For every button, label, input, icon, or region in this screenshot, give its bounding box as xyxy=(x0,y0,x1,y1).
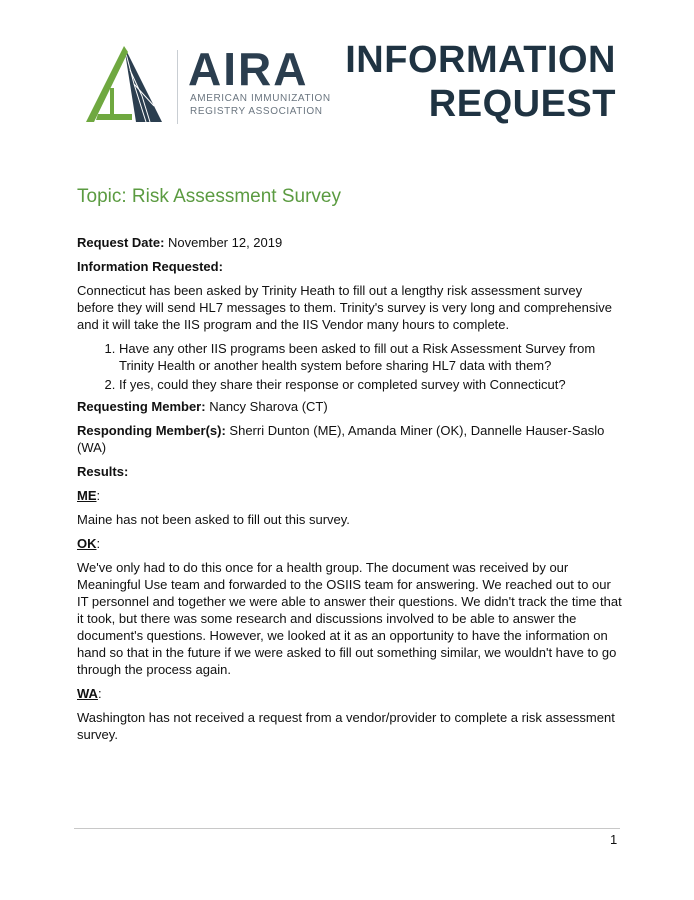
result-text: Washington has not received a request from a vendor/provider to complete a risk assessment survey. xyxy=(77,710,615,742)
footer-divider xyxy=(74,828,620,829)
info-requested-label: Information Requested: xyxy=(77,259,223,274)
question-item: 1. Have any other IIS programs been asked to fill out a Risk Assessment Survey from Trinity Health or another health system before sharing HL7 data with them? xyxy=(119,340,622,374)
result-text: Maine has not been asked to fill out this survey. xyxy=(77,512,350,527)
responding-members xyxy=(77,422,622,456)
request-date-value: November 12, 2019 xyxy=(168,235,283,250)
result-state-heading: WA: xyxy=(77,686,102,701)
question-item: 2. If yes, could they share their response or completed survey with Connecticut? xyxy=(119,376,622,393)
title-line1: INFORMATION xyxy=(345,39,616,81)
result-state-heading: OK: xyxy=(77,536,101,551)
requesting-member xyxy=(77,398,622,415)
results-label: Results: xyxy=(77,464,129,479)
logo-brand: AIRA xyxy=(188,43,309,95)
document-title xyxy=(345,38,616,126)
topic-heading: Topic: Risk Assessment Survey xyxy=(77,186,341,207)
document-body xyxy=(77,234,622,750)
aira-triangle-icon xyxy=(84,44,166,124)
logo-subtitle-line1: AMERICAN IMMUNIZATION xyxy=(190,93,331,104)
result-state-heading: ME: xyxy=(77,488,101,503)
result-text: We've only had to do this once for a health group. The document was received by our Meaningful Use team and forwarded to the OSIIS team for answering. We reached out to our IT personnel and together we were able to answer their questions. We didn't track the time that it took, but there was some research and discussions involved to be able to answer the document's questions. However, we looked at it as an opportunity to have the information on hand so that in the future if we were asked to fill out something similar, we wouldn't have to go through the process again. xyxy=(77,560,622,677)
logo-subtitle-line2: REGISTRY ASSOCIATION xyxy=(190,106,323,117)
state-code: OK xyxy=(77,536,97,551)
state-code: WA xyxy=(77,686,98,701)
logo-divider xyxy=(177,50,178,124)
info-requested-text: Connecticut has been asked by Trinity Heath to fill out a lengthy risk assessment survey before they will send HL7 messages to them. Trinity's survey is very long and comprehensive and it will take the IIS program and the IIS Vendor many hours to complete. xyxy=(77,283,613,332)
requesting-member-value: Nancy Sharova (CT) xyxy=(209,399,328,414)
state-code: ME xyxy=(77,488,97,503)
question-list xyxy=(77,340,622,393)
request-date-label: Request Date: xyxy=(77,235,165,250)
title-line2: REQUEST xyxy=(428,83,616,125)
responding-members-label: Responding Member(s): xyxy=(77,423,226,438)
aira-logo xyxy=(84,40,344,130)
requesting-member-label: Requesting Member: xyxy=(77,399,206,414)
request-date xyxy=(77,234,622,251)
responding-members-value: Sherri Dunton (ME), Amanda Miner (OK), Dannelle Hauser-Saslo (WA) xyxy=(77,423,605,455)
page-number: 1 xyxy=(610,832,618,847)
